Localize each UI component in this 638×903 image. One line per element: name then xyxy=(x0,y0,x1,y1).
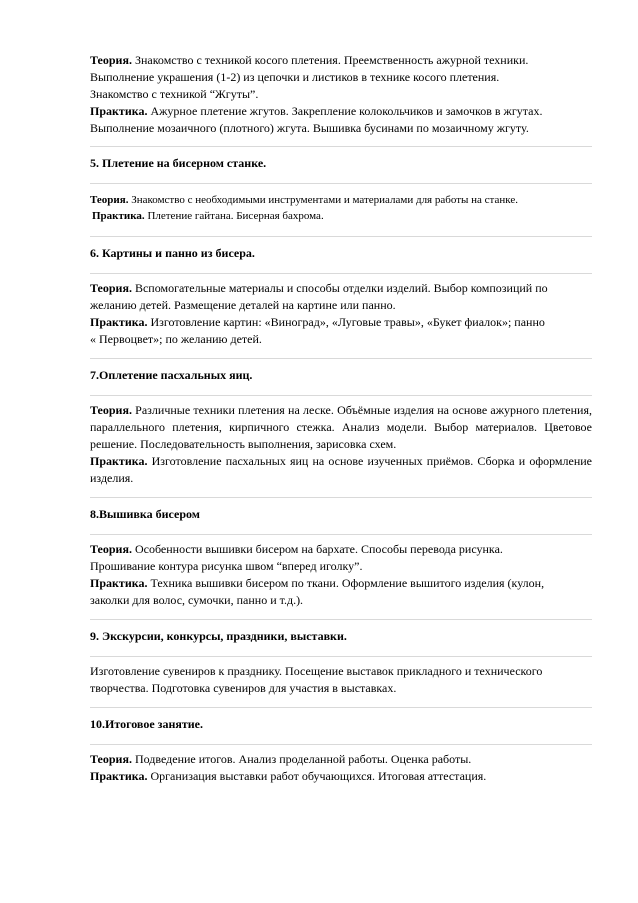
theory-label: Теория. xyxy=(90,403,132,417)
section-practice xyxy=(90,768,592,785)
intro-theory xyxy=(90,52,592,69)
practice-label: Практика. xyxy=(92,210,145,222)
section-title: 10.Итоговое занятие. xyxy=(90,717,204,731)
section-theory-line: желанию детей. Размещение деталей на картине или панно. xyxy=(90,298,396,312)
section-theory xyxy=(90,751,592,768)
section-text-line: творчества. Подготовка сувениров для участия в выставках. xyxy=(90,681,397,695)
practice-label: Практика. xyxy=(90,576,148,590)
section-title: 6. Картины и панно из бисера. xyxy=(90,246,255,260)
section-practice xyxy=(90,208,592,224)
intro-practice-line: Выполнение мозаичного (плотного) жгута. Вышивка бусинами по мозаичному жгуту. xyxy=(90,121,529,135)
practice-text: Организация выставки работ обучающихся. Итоговая аттестация. xyxy=(147,769,487,783)
practice-text: Техника вышивки бисером по ткани. Оформление вышитого изделия (кулон, xyxy=(147,576,545,590)
section-practice xyxy=(90,453,592,487)
section-theory xyxy=(90,541,592,558)
practice-label: Практика. xyxy=(90,315,148,329)
practice-text: Плетение гайтана. Бисерная бахрома. xyxy=(144,210,324,222)
theory-text: Различные техники плетения на леске. Объёмные изделия на основе ажурного плетения, параллельного плетения, кирпичного стежка. Анализ модели. Выбор материалов. Цветовое решение. Последовательность выполнения, зарисовка схем. xyxy=(90,403,592,451)
theory-text: Знакомство с техникой косого плетения. Преемственность ажурной техники. xyxy=(131,53,529,67)
section-theory xyxy=(90,402,592,453)
theory-label: Теория. xyxy=(90,194,129,206)
practice-text: Ажурное плетение жгутов. Закрепление колокольчиков и замочков в жгутах. xyxy=(147,104,543,118)
section-text-line: Изготовление сувениров к празднику. Посещение выставок прикладного и технического xyxy=(90,664,543,678)
intro-theory-line: Знакомство с техникой “Жгуты”. xyxy=(90,87,259,101)
theory-label: Теория. xyxy=(90,752,132,766)
section-title: 8.Вышивка бисером xyxy=(90,507,200,521)
section-title: 7.Оплетение пасхальных яиц. xyxy=(90,368,253,382)
theory-text: Подведение итогов. Анализ проделанной работы. Оценка работы. xyxy=(131,752,472,766)
section-theory-line: Прошивание контура рисунка швом “вперед иголку”. xyxy=(90,559,363,573)
intro-practice xyxy=(90,103,592,120)
section-title: 9. Экскурсии, конкурсы, праздники, выставки. xyxy=(90,629,347,643)
section-practice-line: « Первоцвет»; по желанию детей. xyxy=(90,332,262,346)
practice-label: Практика. xyxy=(90,769,148,783)
practice-label: Практика. xyxy=(90,454,148,468)
intro-block xyxy=(90,52,592,134)
theory-text: Особенности вышивки бисером на бархате. Способы перевода рисунка. xyxy=(131,542,503,556)
section-theory xyxy=(90,280,592,297)
theory-text: Знакомство с необходимыми инструментами и материалами для работы на станке. xyxy=(128,194,518,206)
theory-label: Теория. xyxy=(90,542,132,556)
section-practice xyxy=(90,575,592,592)
section-practice-line: заколки для волос, сумочки, панно и т.д.). xyxy=(90,593,304,607)
section-theory xyxy=(90,192,592,208)
practice-label: Практика. xyxy=(90,104,148,118)
intro-theory-line: Выполнение украшения (1-2) из цепочки и листиков в технике косого плетения. xyxy=(90,70,500,84)
theory-label: Теория. xyxy=(90,281,132,295)
theory-text: Вспомогательные материалы и способы отделки изделий. Выбор композиций по xyxy=(131,281,548,295)
section-practice xyxy=(90,314,592,331)
practice-text: Изготовление картин: «Виноград», «Луговые травы», «Букет фиалок»; панно xyxy=(147,315,545,329)
theory-label: Теория. xyxy=(90,53,132,67)
practice-text: Изготовление пасхальных яиц на основе изученных приёмов. Сборка и оформление изделия. xyxy=(90,454,592,485)
document-body xyxy=(90,52,592,785)
section-title: 5. Плетение на бисерном станке. xyxy=(90,156,267,170)
